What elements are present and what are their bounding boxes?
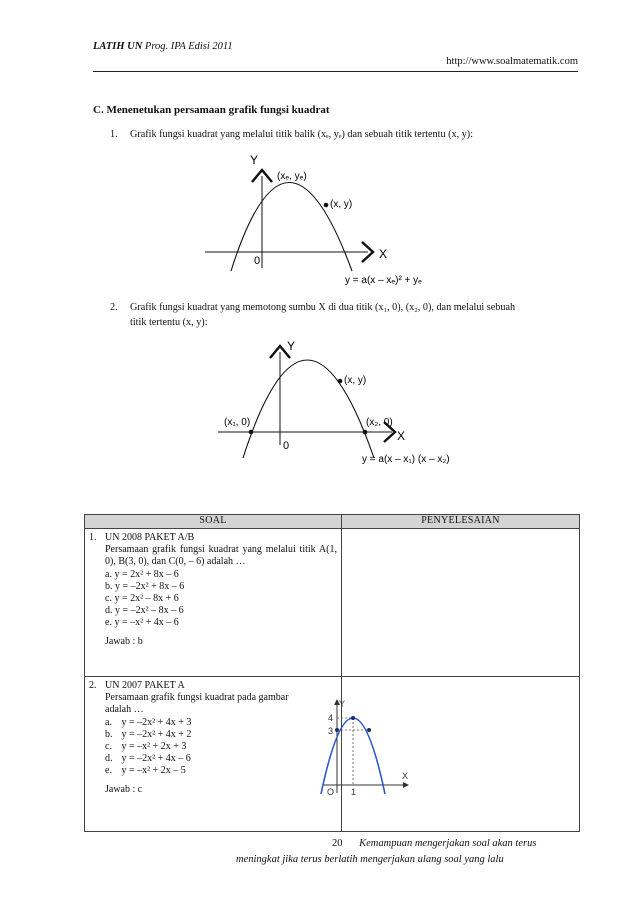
page-number: 20	[332, 838, 343, 849]
q2-number: 2.	[89, 680, 97, 691]
g1-origin: 0	[254, 255, 261, 267]
q1-question: Persamaan grafik fungsi kuadrat yang melalui titik A(1, 0), B(3, 0), dan C(0, – 6) adalah …	[105, 544, 337, 568]
q2-option-c: c. y = –x² + 2x + 3	[105, 741, 187, 753]
item-1-text: Grafik fungsi kuadrat yang melalui titik balik (xₑ, yₑ) dan sebuah titik tertentu (x, y):	[130, 129, 474, 140]
table-head-penyelesaian: PENYELESAIAN	[342, 515, 580, 529]
item-2-number: 2.	[110, 302, 118, 313]
q1-option-e: e. y = –x² + 4x – 6	[105, 617, 179, 629]
q2-option-a: a. y = –2x² + 4x + 3	[105, 716, 192, 728]
item-2-line1: Grafik fungsi kuadrat yang memotong sumbu X di dua titik (x₁, 0), (x₂, 0), dan melalui sebuah	[130, 302, 516, 313]
g1-formula: y = a(x – xₑ)² + yₑ	[345, 275, 422, 286]
section-title: C. Menenetukan persamaan grafik fungsi kuadrat	[93, 104, 330, 116]
exercise-table	[84, 514, 580, 832]
table-head-soal: SOAL	[85, 515, 342, 529]
table-row	[85, 677, 580, 832]
footer-line-1	[332, 838, 536, 849]
item-2-line2: titik tertentu (x, y):	[130, 317, 208, 328]
soal-cell-2	[85, 677, 409, 832]
q1-number: 1.	[89, 532, 97, 543]
q1-option-c: c. y = 2x² – 8x + 6	[105, 593, 179, 605]
q2-question-line1: Persamaan grafik fungsi kuadrat pada gambar	[105, 692, 289, 704]
q1-answer: Jawab : b	[105, 635, 143, 647]
g2-root2-label: (x₂, 0)	[366, 417, 393, 428]
q2-graph-x: X	[402, 771, 409, 781]
q2-mini-graph	[311, 697, 415, 797]
q1-option-d: d. y = –2x² – 8x – 6	[105, 605, 184, 617]
header-url: http://www.soalmatematik.com	[446, 56, 578, 67]
q2-option-b: b. y = –2x² + 4x + 2	[105, 728, 192, 740]
g2-x-label: X	[397, 429, 406, 443]
g1-y-label: Y	[250, 153, 259, 167]
g2-y-label: Y	[287, 339, 296, 353]
q1-option-a: a. y = 2x² + 8x – 6	[105, 568, 179, 580]
q2-answer: Jawab : c	[105, 783, 143, 795]
penyelesaian-cell-1	[342, 529, 580, 677]
g2-root1-label: (x₁, 0)	[224, 417, 251, 428]
g1-point-label: (x, y)	[330, 199, 353, 210]
g2-formula: y = a(x – x₁) (x – x₂)	[362, 454, 450, 465]
footer-text-1: Kemampuan mengerjakan soal akan terus	[359, 838, 537, 849]
q2-graph-y: Y	[339, 699, 346, 709]
soal-cell-1	[85, 529, 342, 677]
q1-source: UN 2008 PAKET A/B	[105, 532, 195, 543]
q2-graph-t3: 3	[328, 726, 334, 736]
q1-option-b: b. y = –2x² + 8x – 6	[105, 580, 185, 592]
g1-vertex-label: (xₑ, yₑ)	[277, 171, 307, 182]
g2-point-label: (x, y)	[344, 375, 367, 386]
g2-origin: 0	[283, 440, 290, 452]
table-row	[85, 529, 580, 677]
header-prog: Prog. IPA Edisi 2011	[144, 41, 233, 52]
q2-source: UN 2007 PAKET A	[105, 680, 185, 691]
q2-question-line2: adalah …	[105, 704, 144, 716]
header-latih: LATIH UN	[93, 41, 143, 52]
q2-option-e: e. y = –x² + 2x – 5	[105, 765, 186, 777]
q2-graph-t1: 1	[351, 787, 357, 797]
footer-text-2: meningkat jika terus berlatih mengerjakan ulang soal yang lalu	[236, 854, 504, 865]
q2-graph-o: O	[327, 787, 335, 797]
q2-graph-t4: 4	[328, 713, 334, 723]
item-1-number: 1.	[110, 129, 118, 140]
q2-option-d: d. y = –2x² + 4x – 6	[105, 753, 191, 765]
g1-x-label: X	[379, 247, 388, 261]
